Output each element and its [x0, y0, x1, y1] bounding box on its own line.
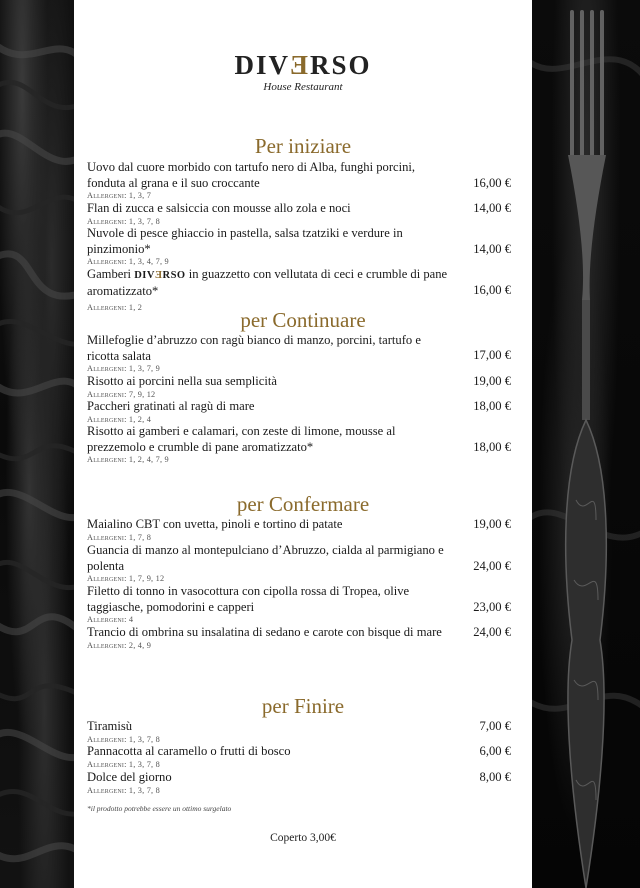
section-title-finire: per Finire [261, 694, 345, 718]
item-allergens: Allergeni: 1, 3, 7, 9 [87, 364, 160, 373]
item-allergens: Allergeni: 1, 3, 4, 7, 9 [87, 257, 169, 266]
item-price: 7,00 € [479, 719, 511, 733]
menu-item: Pannacotta al caramello o frutti di bosco 6,00 € Allergeni: 1, 3, 7, 8 [87, 744, 511, 769]
frozen-footnote: *il prodotto potrebbe essere un ottimo surgelato [87, 804, 232, 813]
item-allergens: Allergeni: 1, 7, 8 [87, 532, 152, 542]
right-fork-image [532, 0, 640, 888]
item-allergens: Allergeni: 1, 3, 7, 8 [87, 785, 160, 795]
item-price: 24,00 € [473, 625, 511, 639]
section-title-confermare: per Confermare [236, 492, 370, 516]
item-allergens: Allergeni: 1, 2, 4 [87, 414, 152, 424]
item-price: 14,00 € [473, 242, 511, 256]
item-price: 6,00 € [479, 744, 511, 758]
brand-subtitle: House Restaurant [263, 81, 343, 93]
brand-logo: DIVƎRSO [234, 50, 372, 80]
menu-item: Flan di zucca e salsiccia con mousse allo zola e noci 14,00 € Allergeni: 1, 3, 7, 8 [87, 201, 511, 226]
item-allergens: Allergeni: 1, 7, 9, 12 [87, 574, 165, 583]
menu-item: Tiramisù 7,00 € Allergeni: 1, 3, 7, 8 [87, 719, 511, 744]
menu-item: Uovo dal cuore morbido con tartufo nero di Alba, funghi porcini, fonduta al grana e il suo croccante 16,00 € Allergeni: 1, 3, 7 [87, 160, 511, 200]
item-price: 18,00 € [473, 399, 511, 413]
item-price: 19,00 € [473, 517, 511, 531]
menu-page [74, 0, 532, 888]
menu-item: Nuvole di pesce ghiaccio in pastella, salsa tzatziki e verdure in pinzimonio* 14,00 € Allergeni: 1, 3, 4, 7, 9 [87, 226, 511, 266]
item-allergens: Allergeni: 1, 3, 7 [87, 191, 152, 200]
item-price: 18,00 € [473, 440, 511, 454]
menu-item: Trancio di ombrina su insalatina di sedano e carote con bisque di mare 24,00 € Allergeni: 2, 4, 9 [87, 625, 511, 650]
menu-item: Filetto di tonno in vasocottura con cipolla rossa di Tropea, olive taggiasche, pomodorini e capperi 23,00 € Allergeni: 4 [87, 584, 511, 624]
left-pasta-image [0, 0, 74, 888]
item-allergens: Allergeni: 2, 4, 9 [87, 640, 152, 650]
item-price: 14,00 € [473, 201, 511, 215]
item-allergens: Allergeni: 1, 2, 4, 7, 9 [87, 455, 169, 464]
item-price: 16,00 € [473, 176, 511, 190]
item-price: 16,00 € [473, 283, 511, 297]
item-price: 17,00 € [473, 348, 511, 362]
brand-inline: DIVƎRSO [134, 270, 186, 281]
item-allergens: Allergeni: 4 [87, 615, 134, 624]
menu-item: Gamberi DIVƎRSO in guazzetto con vellutata di ceci e crumble di pane aromatizzato* 16,00 € Allergeni: 1, 2 [87, 267, 511, 312]
menu-item: Millefoglie d’abruzzo con ragù bianco di manzo, porcini, tartufo e ricotta salata 17,00 € Allergeni: 1, 3, 7, 9 [87, 333, 511, 373]
item-allergens: Allergeni: 7, 9, 12 [87, 389, 156, 399]
section-title-iniziare: Per iniziare [254, 134, 352, 158]
menu-item: Maialino CBT con uvetta, pinoli e tortino di patate 19,00 € Allergeni: 1, 7, 8 [87, 517, 511, 542]
item-price: 23,00 € [473, 600, 511, 614]
item-price: 8,00 € [479, 770, 511, 784]
cover-charge: Coperto 3,00€ [270, 832, 336, 844]
item-allergens: Allergeni: 1, 2 [87, 303, 143, 312]
item-allergens: Allergeni: 1, 3, 7, 8 [87, 216, 160, 226]
item-allergens: Allergeni: 1, 3, 7, 8 [87, 734, 160, 744]
section-title-continuare: per Continuare [240, 308, 366, 332]
menu-item: Risotto ai porcini nella sua semplicità 19,00 € Allergeni: 7, 9, 12 [87, 374, 511, 399]
menu-item: Dolce del giorno 8,00 € Allergeni: 1, 3, 7, 8 [87, 770, 511, 795]
item-allergens: Allergeni: 1, 3, 7, 8 [87, 759, 160, 769]
item-price: 24,00 € [473, 559, 511, 573]
item-price: 19,00 € [473, 374, 511, 388]
menu-item: Risotto ai gamberi e calamari, con zeste di limone, mousse al prezzemolo e crumble di pane aromatizzato* 18,00 € Allergeni: 1, 2, 4, 7, 9 [87, 424, 511, 464]
menu-item: Guancia di manzo al montepulciano d’Abruzzo, cialda al parmigiano e polenta 24,00 € Allergeni: 1, 7, 9, 12 [87, 543, 511, 583]
menu-item: Paccheri gratinati al ragù di mare 18,00 € Allergeni: 1, 2, 4 [87, 399, 511, 424]
